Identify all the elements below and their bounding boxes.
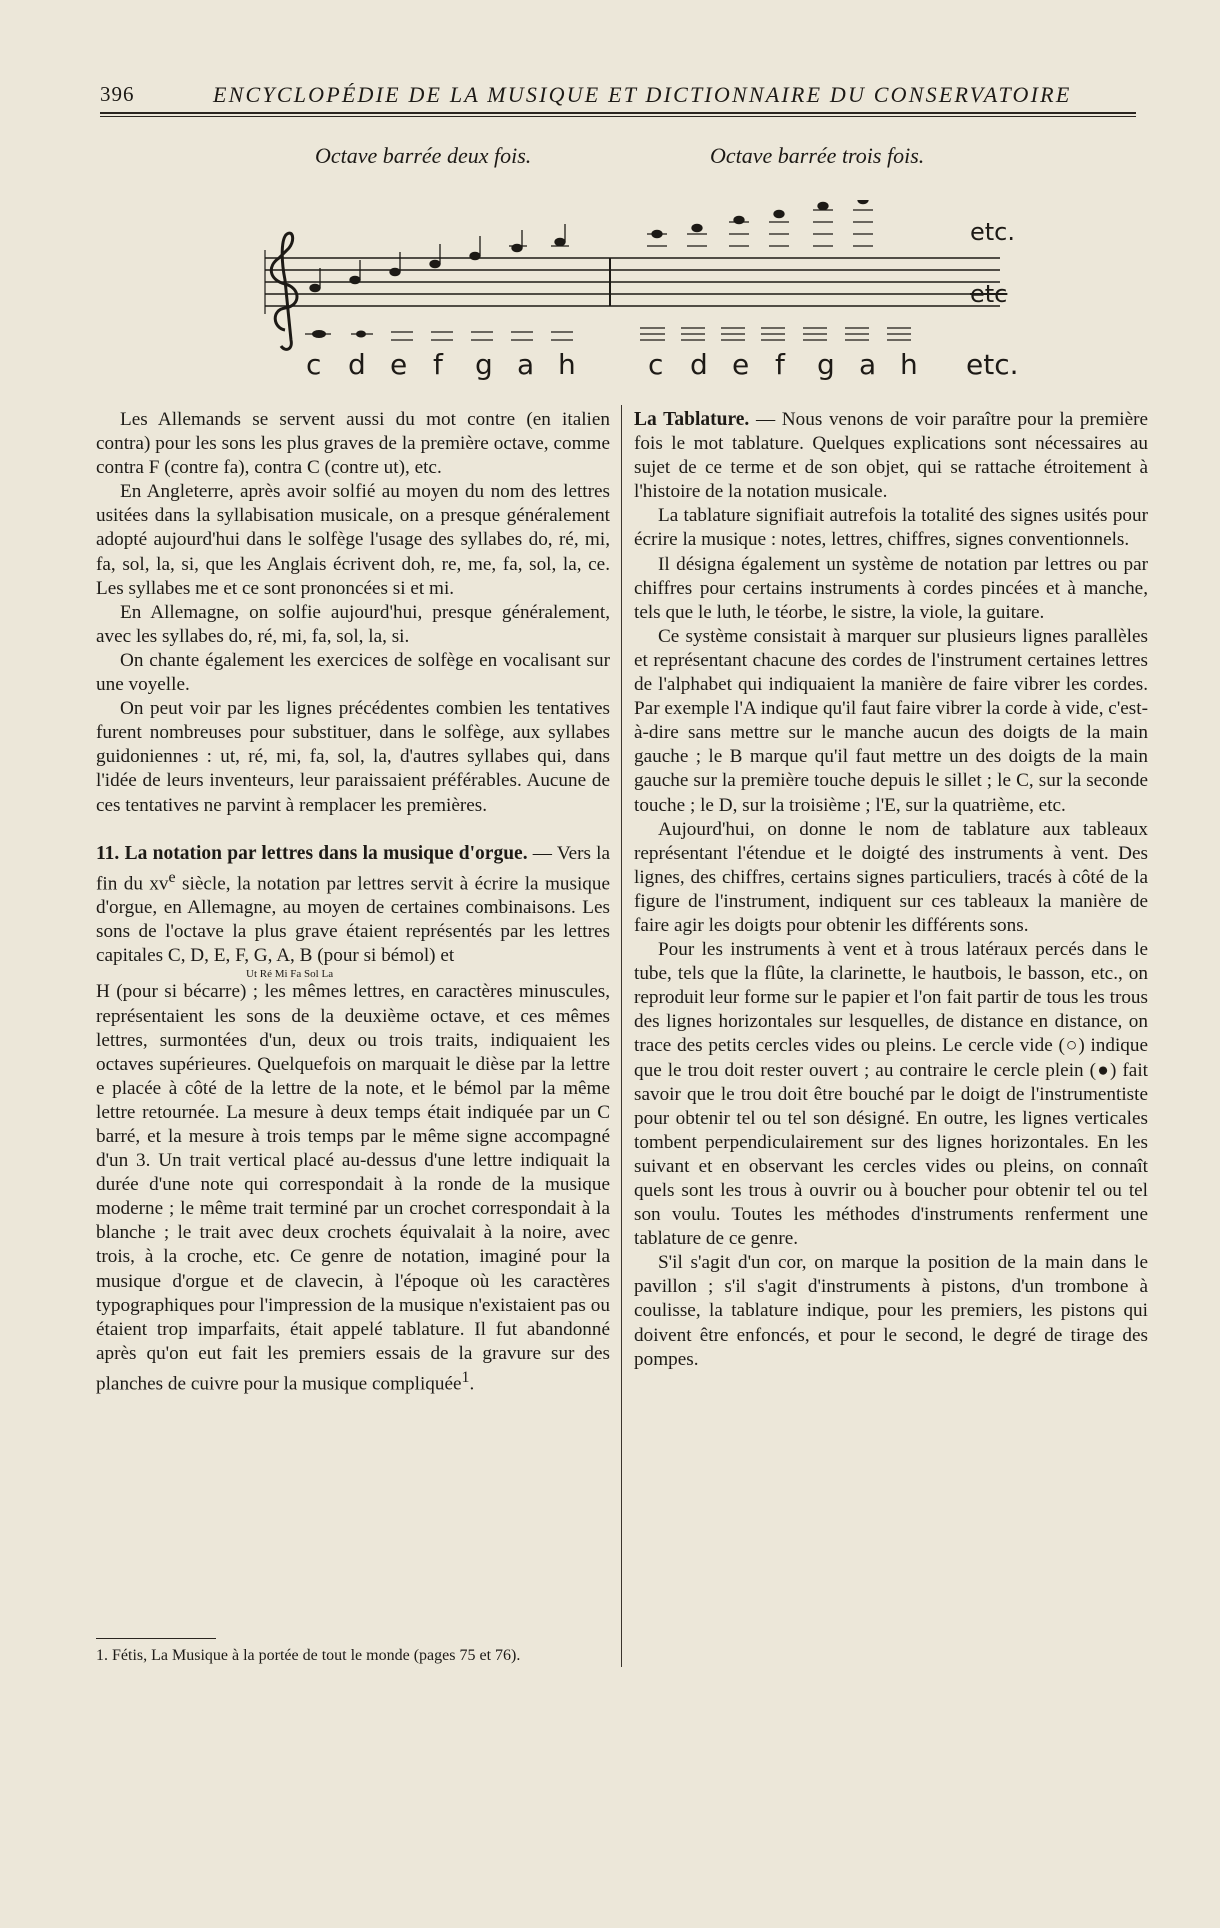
paragraph: On chante également les exercices de solfège en vocalisant sur une voyelle. [96,649,610,696]
header-rule [100,112,1136,117]
caption-octave-two-bars: Octave barrée deux fois. [315,143,532,168]
paragraph-text: — Nous venons de voir paraître pour la première fois le mot tablature. Quelques explications sont nécessaires au sujet de ce terme et de son objet, qui se rattache étroitement à l'histoire de la notation musicale. [634,409,1149,503]
paragraph: Il désigna également un système de notation par lettres ou par chiffres pour certains instruments à cordes pincées et à manche, tels que le luth, le téorbe, le sistre, la viole, la guitare. [634,553,1148,623]
note-letter: f [775,348,785,381]
paragraph: La tablature signifiait autrefois la totalité des signes usités pour écrire la musique : notes, lettres, chiffres, signes conventionnels. [634,505,1148,551]
running-header [100,82,1135,112]
column-divider [621,405,622,1667]
caption-octave-three-bars: Octave barrée trois fois. [710,143,925,168]
paragraph: S'il s'agit d'un cor, on marque la position de la main dans le pavillon ; s'il s'agit d'instruments à pistons, d'un trombone à coulisse, la tablature indique, pour les premiers, les pistons qui doivent être enfoncés, et pour le second, le degré de tirage des pompes. [634,1252,1148,1370]
paragraph: On peut voir par les lignes précédentes combien les tentatives furent nombreuses pour substituer, dans le solfège, aux syllabes guidoniennes : ut, ré, mi, fa, sol, la, d'autres syllabes qui, dans l'idée de leurs inventeurs, leur paraissaient préférables. Aucune de ces tentatives ne parvint à remplacer les premières. [96,698,610,816]
running-title: ENCYCLOPÉDIE DE LA MUSIQUE ET DICTIONNAIRE DU CONSERVATOIRE [213,82,1072,107]
note-letter: a [859,348,877,381]
note-letter: c [648,348,664,381]
footnote: 1. Fétis, La Musique à la portée de tout le monde (pages 75 et 76). [96,1647,521,1664]
note-letter: c [306,348,322,381]
note-letter: e [732,348,750,381]
note-letter: h [558,348,576,381]
section-heading: La Tablature. [634,409,750,430]
note-letter: d [690,348,708,381]
footnote-rule [96,1638,216,1639]
note-letter: e [390,348,408,381]
page-number: 396 [100,82,135,106]
note-letter: g [475,348,493,381]
superscript: e [168,868,176,886]
paragraph: H (pour si bécarre) ; les mêmes lettres, en caractères minuscules, représentaient les sons de la deuxième octave, et ces mêmes lettres, surmontées d'un, deux ou trois traits, indiquaient les octaves supérieures. Quelquefois on marquait le dièse par la lettre e placée à côté de la lettre de la note, et le bémol par la même lettre retournée. La mesure à deux temps était indiquée par un C barré, et la mesure à trois temps par le même signe accompagné d'un 3. Un trait vertical placé au-dessus d'une lettre indiquait la durée d'une note qui correspondait à la ronde de la musique moderne ; le même trait terminé par un crochet correspondait à la blanche ; le trait avec deux crochets équivalait à la noire, avec trois, à la croche, etc. Ce genre de notation, imaginé pour la musique d'orgue et de clavecin, à l'époque où les caractères typographiques pour l'impression de la musique n'existaient pas ou étaient trop imparfaits, était appelé tablature. Il fut abandonné après qu'on eut fait les premiers essais de la gravure sur des planches de cuivre pour la musique compliquée$^1$. [96,981,610,1395]
section-heading: 11. La notation par lettres dans la musique d'orgue. [96,842,528,864]
note-letter: f [433,348,443,381]
left-column [96,408,610,1396]
note-letter: etc. [966,348,1019,381]
paragraph: En Allemagne, on solfie aujourd'hui, presque généralement, avec les syllabes do, ré, mi, fa, sol, la, si. [96,601,610,647]
right-column [634,408,1148,1372]
note-letter: a [517,348,535,381]
paragraph: Aujourd'hui, on donne le nom de tablature aux tableaux représentant l'étendue et le doigté des instruments à vent. Des lignes, des chiffres, certains signes particuliers, tracés à côté de la figure de l'instrument, indiquent sur ces tableaux la manière de faire agir les doigts pour obtenir les différents sons. [634,818,1148,936]
paragraph: En Angleterre, après avoir solfié au moyen du nom des lettres usitées dans la syllabisation musicale, on a presque généralement adopté aujourd'hui dans le solfège l'usage des syllabes do, ré, mi, fa, sol, la, si, que les Anglais écrivent doh, re, me, fa, sol, la, ce. Les syllabes me et ce sont prononcées si et mi. [96,481,610,599]
etc-label-top: etc. [970,218,1015,246]
paragraph-text: H (pour si bécarre) ; les mêmes lettres, en caractères minuscules, représentaient les sons de la deuxième octave, et ces mêmes lettres, surmontées d'un, deux ou trois traits, indiquaient les octaves supérieures. Quelquefois on marquait le dièse par la lettre e placée à côté de la lettre de la note, et le bémol par la même lettre retournée. La mesure à deux temps était indiquée par un C barré, et la mesure à trois temps par le même signe accompagné d'un 3. Un trait vertical placé au-dessus d'une lettre indiquait la durée d'une note qui correspondait à la ronde de la musique moderne ; le même trait terminé par un crochet correspondait à la blanche ; le trait avec deux crochets équivalait à la noire, avec trois, à la croche, etc. Ce genre de notation, imaginé pour la musique d'orgue et de clavecin, à l'époque où les caractères typographiques pour l'impression de la musique n'existaient pas ou étaient trop imparfaits, était appelé tablature. Il fut abandonné après qu'on eut fait les premiers essais de la gravure sur des planches de cuivre pour la musique compliquée [96,981,610,1395]
solfege-sublabels: Ut Ré Mi Fa Sol La [246,968,334,981]
paragraph: Pour les instruments à vent et à trous latéraux percés dans le tube, tels que la flûte, la clarinette, le hautbois, le basson, etc., on reproduit leur forme sur le papier et l'on fait partir de tous les trous des lignes horizontales sur lesquelles, de distance en distance, on trace des petits cercles vides ou pleins. Le cercle vide (○) indique que le trou doit rester ouvert ; au contraire le cercle plein (●) fait savoir que le trou doit être bouché par le doigt de l'instrumentiste pour obtenir tel ou tel son désigné. En outre, les lignes verticales tombent perpendiculairement sur des lignes horizontales. En les suivant et en observant les cercles vides ou pleins, on connaît quels sont les trous à ouvrir ou à boucher pour obtenir tel ou tel son voulu. Toutes les méthodes d'instruments renferment une tablature de ce genre. [634,939,1148,1250]
footnote-ref: 1 [461,1368,470,1386]
paragraph-text: siècle, la notation par lettres servit à écrire la musique d'orgue, en Allemagne, au moyen de certaines combinaisons. Les sons de l'octave la plus grave étaient représentés par les lettres capitales C, D, E, F, G, A, B (pour si bémol) et [96,873,610,967]
paragraph: Ce système consistait à marquer sur plusieurs lignes parallèles et représentant chacune des cordes de l'instrument certaines lettres de l'alphabet qui indiquaient la manière de faire vibrer les cordes. Par exemple l'A indique qu'il faut faire vibrer la corde à vide, c'est-à-dire sans mettre sur le manche aucun des doigts de la main gauche ; le B marque qu'il faut mettre un des doigts de la main gauche sur la première touche depuis le sillet ; le C, sur la seconde touche ; le D, sur la troisième ; l'E, sur la quatrième, etc. [634,625,1148,816]
note-letter: d [348,348,366,381]
etc-label-staff: etc [970,280,1008,308]
note-letter: g [817,348,835,381]
paragraph: Les Allemands se servent aussi du mot contre (en italien contra) pour les sons les plus graves de la première octave, comme contra F (contre fa), contra C (contre ut), etc. [96,409,610,479]
note-letter: h [900,348,918,381]
paragraph-text: — Vers la fin du xv [96,842,610,895]
